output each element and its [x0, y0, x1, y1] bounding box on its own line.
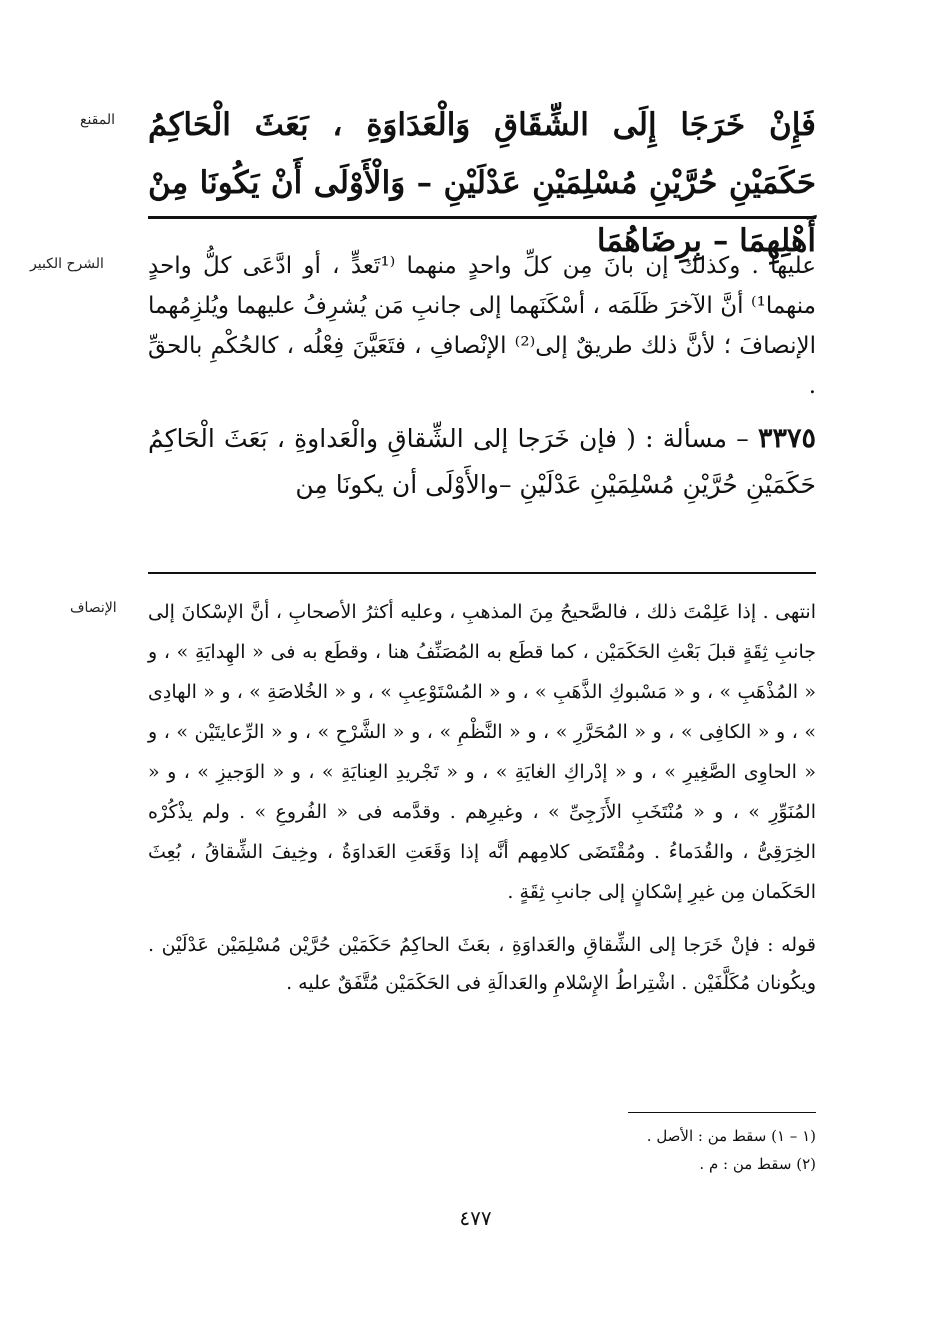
masala-paragraph — [148, 416, 816, 508]
insaf-section — [148, 592, 816, 1002]
masala-number: ٣٣٧٥ — [757, 423, 816, 454]
masala-text: – مسألة : ( فإن خَرَجا إلى الشِّقاقِ والْعَداوةِ ، بَعَثَ الْحَاكِمُ حَكَمَيْنِ حُرَّيْنِ مُسْلِمَيْنِ عَدْلَيْنِ –والأَوْلَى أن يكونَا مِن — [148, 424, 816, 499]
footnote-1: (١ – ١) سقط من : الأصل . — [646, 1127, 816, 1145]
sharh-section — [148, 246, 816, 508]
sharh-paragraph: عليها . وكذلك إن بانَ مِن كلِّ واحدٍ منهما ⁽¹تَعدٍّ ، أو ادَّعَى كلُّ واحدٍ منهما¹⁾ أنَّ الآخرَ ظَلَمَه ، أسْكَنَهما إلى جانبِ مَن يُشرِفُ عليهما ويُلزِمُهما الإنصافَ ؛ لأنَّ ذلك طريقٌ إلى⁽²⁾ الإنْصافِ ، فتَعَيَّنَ فِعْلُه ، كالحُكْمِ بالحقِّ . — [148, 253, 816, 399]
side-label-muqni: المقنع — [80, 112, 116, 128]
side-label-insaf: الإنصاف — [70, 600, 117, 616]
section-divider-thick — [148, 216, 816, 219]
muqni-text: فَإِنْ خَرَجَا إِلَى الشِّقَاقِ وَالْعَدَاوَةِ ، بَعَثَ الْحَاكِمُ حَكَمَيْنِ حُرَّيْنِ مُسْلِمَيْنِ عَدْلَيْنِ – وَالْأَوْلَى أَنْ يَكُونَا مِنْ أَهْلِهِمَا – بِرِضَاهُمَا — [148, 107, 816, 259]
section-divider-thin — [148, 572, 816, 574]
insaf-paragraph: انتهى . إذا عَلِمْتَ ذلك ، فالصَّحيحُ مِنَ المذهبِ ، وعليه أكثرُ الأصحابِ ، أنَّ الإسْكانَ إلى جانبِ ثِقَةٍ قبلَ بَعْثِ الحَكَمَيْن ، كما قطَع به المُصَنِّفُ هنا ، وقطَع به فى « الهِدايَةِ » ، و « المُذْهَبِ » ، و « مَسْبوكِ الذَّهَبِ » ، و « المُسْتَوْعِبِ » ، و « الخُلاصَةِ » ، و « الهادِى » ، و « الكافِى » ، و « المُحَرَّرِ » ، و « النَّظْمِ » ، و « الشَّرْحِ » ، و « الرِّعايتَيْن » ، و « الحاوِى الصَّغِيرِ » ، و « إدْراكِ الغايَةِ » ، و « تَجْريدِ العِنايَةِ » ، و « الوَجيزِ » ، و « المُنَوِّرِ » ، و « مُنْتَخَبِ الأَزَجِىِّ » ، وغيرِهم . وقدَّمه فى « الفُروعِ » . ولم يذْكُرْه الخِرَقِىُّ ، والقُدَماءُ . ومُقْتَضَى كلامِهم أنَّه إذا وَقَعَتِ العَداوَةُ ، وخِيفَ الشِّقاقُ ، بُعِثَ الحَكَمان مِن غيرِ إسْكانٍ إلى جانبِ ثِقَةٍ . — [148, 601, 816, 903]
side-label-sharh: الشرح الكبير — [30, 256, 104, 272]
page-number: ٤٧٧ — [459, 1206, 492, 1230]
footnote-2: (٢) سقط من : م . — [699, 1155, 816, 1173]
footnote-divider — [628, 1112, 816, 1113]
qawl-paragraph: قوله : فإنْ خَرَجا إلى الشِّقاقِ والعَداوَةِ ، بعَثَ الحاكِمُ حَكَمَيْن حُرَّيْن مُسْلِمَيْن عَدْلَيْن . ويكُونان مُكَلَّفَيْن . اشْتِراطُ الإِسْلامِ والعَدالَةِ فى الحَكَمَيْن مُتَّفَقٌ عليه . — [148, 934, 816, 994]
footnotes — [448, 1122, 816, 1178]
